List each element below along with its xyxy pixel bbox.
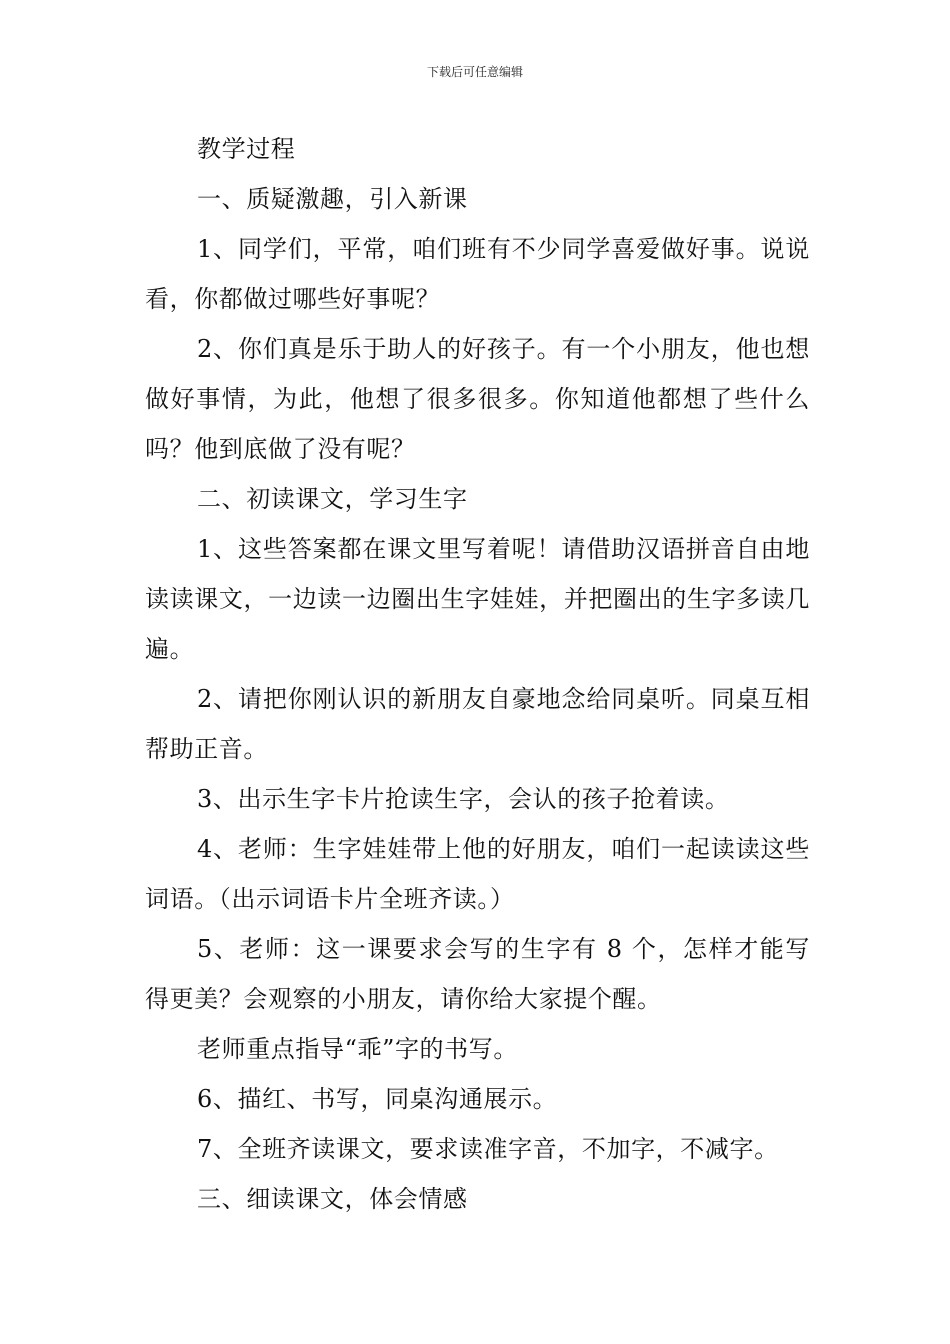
paragraph: 2、请把你刚认识的新朋友自豪地念给同桌听。同桌互相帮助正音。: [145, 685, 810, 763]
paragraph: 1、这些答案都在课文里写着呢！请借助汉语拼音自由地读读课文，一边读一边圈出生字娃娃，并把圈出的生字多读几遍。: [145, 535, 810, 663]
section-heading: 一、质疑激趣，引入新课: [197, 185, 468, 213]
section-heading: 三、细读课文，体会情感: [197, 1185, 468, 1213]
paragraph: 2、你们真是乐于助人的好孩子。有一个小朋友，他也想做好事情，为此，他想了很多很多。你知道他都想了些什么吗？他到底做了没有呢？: [145, 335, 810, 463]
section-heading: 二、初读课文，学习生字: [197, 485, 468, 513]
paragraph: 6、描红、书写，同桌沟通展示。: [197, 1085, 558, 1113]
paragraph: 老师重点指导“乖”字的书写。: [197, 1035, 518, 1063]
paragraph: 4、老师：生字娃娃带上他的好朋友，咱们一起读读这些词语。（出示词语卡片全班齐读。）: [145, 835, 810, 913]
paragraph: 5、老师：这一课要求会写的生字有 8 个，怎样才能写得更美？会观察的小朋友，请你给大家提个醒。: [145, 935, 810, 1013]
paragraph: 7、全班齐读课文，要求读准字音，不加字，不减字。: [197, 1135, 779, 1163]
section-title: 教学过程: [197, 135, 296, 163]
page-header: 下载后可任意编辑: [426, 65, 523, 79]
paragraph: 3、出示生字卡片抢读生字，会认的孩子抢着读。: [197, 785, 730, 813]
document-body: [145, 124, 810, 1224]
paragraph: 1、同学们，平常，咱们班有不少同学喜爱做好事。说说看，你都做过哪些好事呢？: [145, 235, 810, 313]
